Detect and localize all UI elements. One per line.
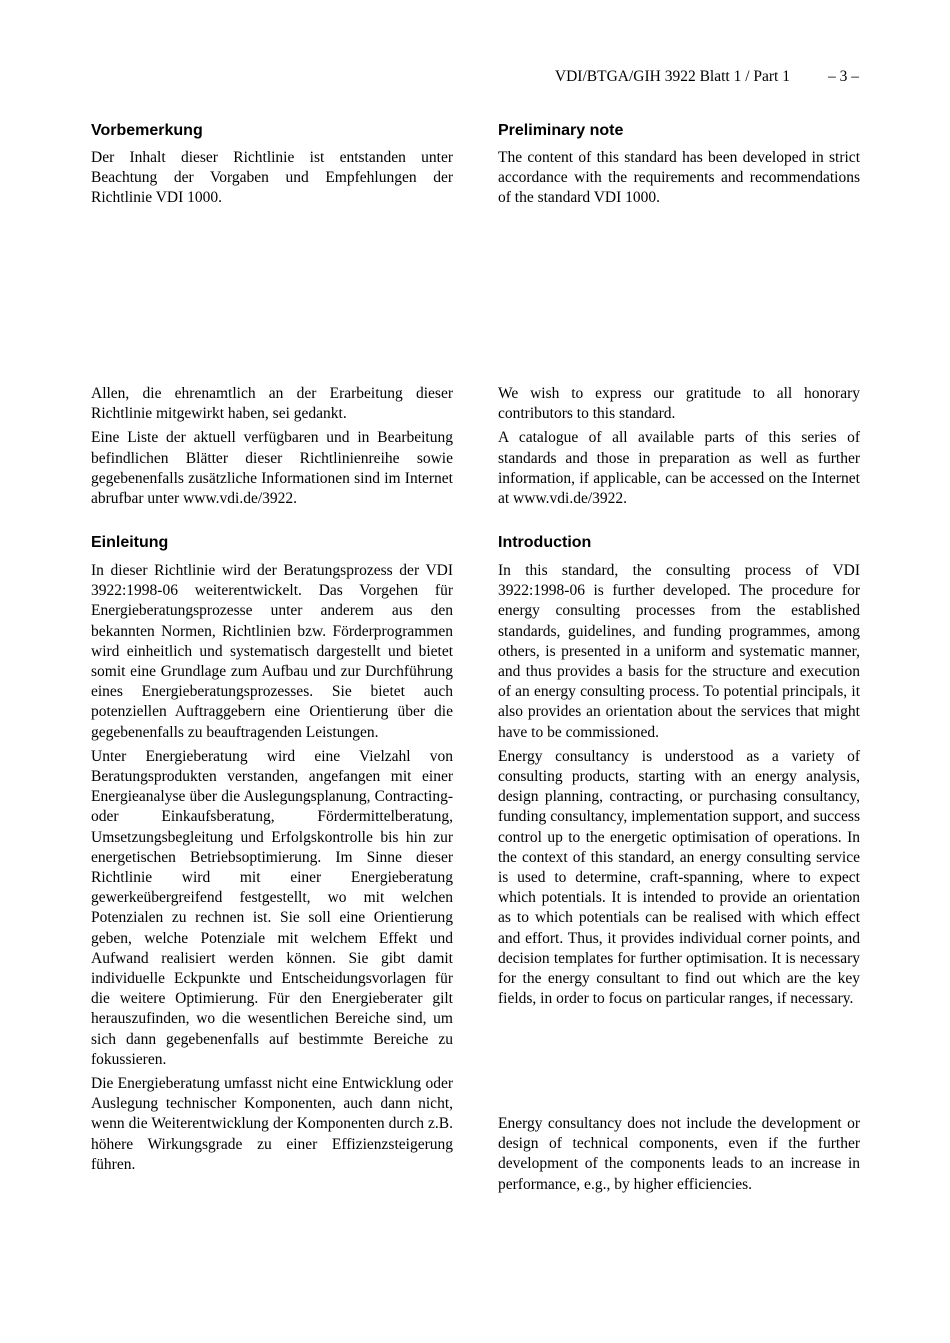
preliminary-heading-de: Vorbemerkung	[91, 122, 203, 139]
paragraph: Der Inhalt dieser Richtlinie ist entstanden unter Beachtung der Vorgaben und Empfehlungen der Richtlinie VDI 1000.	[91, 149, 453, 207]
thanks-paragraph: Allen, die ehrenamtlich an der Erarbeitung dieser Richtlinie mitgewirkt haben, sei gedankt.	[91, 385, 453, 423]
intro-paragraph-3: Die Energieberatung umfasst nicht eine Entwicklung oder Auslegung technischer Komponenten, auch dann nicht, wenn die Weiterentwicklung der Komponenten durch z.B. höhere Wirkungsgrade zu einer Effizienzsteigerung führen.	[91, 1075, 453, 1173]
intro-paragraph-1: In dieser Richtlinie wird der Beratungsprozess der VDI 3922:1998-06 weiterentwickelt. Das Vorgehen für Energieberatungsprozesse unter anderem aus den bekannten Normen, Richtlinien bzw. Förderprogrammen wird einheitlich und systematisch dargestellt und bietet somit eine Grundlage zum Aufbau und zur Durchführung eines Energieberatungsprozesses. Sie bietet auch potenziellen Auftraggebern eine Orientierung über die gegebenenfalls zu beauftragenden Leistungen.	[91, 562, 453, 741]
acknowledgements-en	[498, 384, 860, 513]
introduction-text-de	[91, 561, 453, 1179]
introduction-text-en-a	[498, 561, 860, 1013]
intro-paragraph-2: Unter Energieberatung wird eine Vielzahl von Beratungsprodukten verstanden, angefangen mit einer Energieanalyse über die Auslegungsplanung, Contracting- oder Einkaufsberatung, Fördermittelberatung, Umsetzungsbegleitung und Erfolgskontrolle bis hin zur energetischen Betriebsoptimierung. Im Sinne dieser Richtlinie wird mit einer Energieberatung gewerkeübergreifend festgestellt, wo mit welchen Potenzialen zu rechnen ist. Sie soll eine Orientierung geben, welche Potenziale mit welchem Effekt und Aufwand realisiert werden können. Sie gibt damit individuelle Eckpunkte und Entscheidungsvorlagen für die weitere Optimierung. Für den Energieberater gilt herauszufinden, wo die wesentlichen Bereiche sind, um sich dann gegebenenfalls auf bestimmte Bereiche zu fokussieren.	[91, 747, 453, 1068]
intro-paragraph-1: In this standard, the consulting process of VDI 3922:1998-06 is further developed. The procedure for energy consulting processes from the established standards, guidelines, and funding programmes, among others, is presented in a uniform and systematic manner, and thus provides a basis for the structure and execution of an energy consulting process. To potential principals, it also provides an orientation about the services that might have to be commissioned.	[498, 562, 860, 741]
introduction-heading-en: Introduction	[498, 534, 592, 551]
paragraph: The content of this standard has been developed in strict accordance with the requirements and recommendations of the standard VDI 1000.	[498, 149, 860, 207]
introduction-heading-de: Einleitung	[91, 534, 169, 551]
preliminary-text-en	[498, 148, 860, 213]
intro-paragraph-2: Energy consultancy is understood as a variety of consulting products, starting with an energy analysis, design planning, contracting, or purchasing consultancy, funding consultancy, implementation support, and success control up to the energetic optimisation of operations. In the context of this standard, an energy consulting service is used to determine, craft-spanning, where to expect which potentials. It is intended to provide an orientation as to which potentials can be realised with which effect and effort. Thus, it provides individual corner points, and decision templates for further optimisation. It is necessary for the energy consultant to find out which are the key fields, in order to focus on particular ranges, if necessary.	[498, 747, 860, 1008]
document-id: VDI/BTGA/GIH 3922 Blatt 1 / Part 1	[554, 68, 790, 85]
preliminary-text-de	[91, 148, 453, 213]
acknowledgements-de	[91, 384, 453, 513]
introduction-text-en-b	[498, 1114, 860, 1199]
intro-paragraph-3: Energy consultancy does not include the development or design of technical components, even if the further development of the components leads to an increase in performance, e.g., by higher efficiencies.	[498, 1115, 860, 1193]
thanks-paragraph: We wish to express our gratitude to all honorary contributors to this standard.	[498, 385, 860, 423]
catalogue-paragraph: Eine Liste der aktuell verfügbaren und in Bearbeitung befindlichen Blätter dieser Richtlinienreihe sowie gegebenenfalls zusätzliche Informationen sind im Internet abrufbar unter www.vdi.de/3922.	[91, 429, 453, 508]
catalogue-paragraph: A catalogue of all available parts of this series of standards and those in preparation as well as further information, if applicable, can be accessed on the Internet at www.vdi.de/3922.	[498, 429, 860, 508]
page-header	[0, 68, 950, 90]
page-number: – 3 –	[828, 68, 859, 85]
preliminary-heading-en: Preliminary note	[498, 122, 624, 139]
